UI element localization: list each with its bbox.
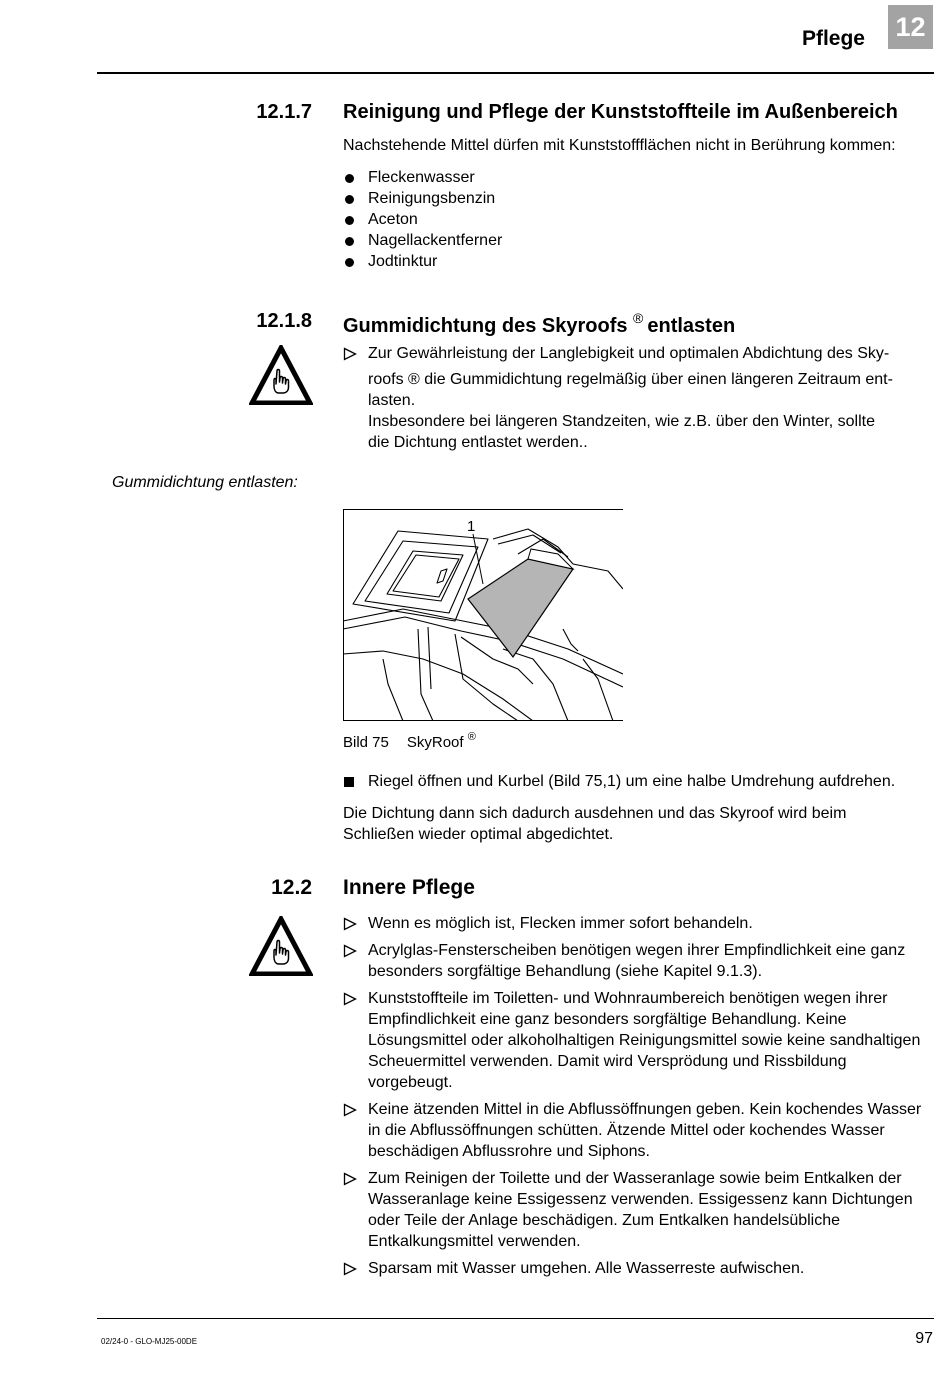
side-caption: Gummidichtung entlasten:: [112, 474, 298, 491]
bullet-dot-icon: [345, 174, 354, 183]
figure-caption: Bild 75 SkyRoof ®: [343, 731, 476, 751]
list-item: Reinigungsbenzin: [343, 188, 502, 209]
triangle-right-icon: [343, 1103, 357, 1117]
list-item: Keine ätzenden Mittel in die Abflussöffnungen geben. Kein kochendes Wasser in die Abflussöffnungen schütten. Ätzende Mittel oder kochendes Wasser beschädigen Abflussrohre und Siphons.: [343, 1099, 935, 1162]
page-number: 97: [915, 1330, 933, 1347]
interior-care-list: [343, 913, 935, 1285]
list-item: Sparsam mit Wasser umgehen. Alle Wasserreste aufwischen.: [343, 1258, 935, 1279]
note-item: Zur Gewährleistung der Langlebigkeit und optimalen Abdichtung des Sky- roofs ® die Gummidichtung regelmäßig über einen längeren Zeitraum ent- lasten. Insbesondere bei längeren Standzeiten, wie z.B. über den Winter, sollte die Dichtung entlastet werden..: [343, 343, 943, 453]
substance-list: [343, 167, 502, 272]
bullet-dot-icon: [345, 195, 354, 204]
triangle-right-icon: [343, 992, 357, 1006]
square-bullet-icon: [344, 777, 354, 787]
warning-hand-icon: [249, 345, 313, 405]
section-title-12-1-8: Gummidichtung des Skyroofs ® entlasten: [343, 310, 736, 337]
list-item: Zum Reinigen der Toilette und der Wasseranlage sowie beim Entkalken der Wasseranlage keine Essigessenz verwenden. Essigessenz kann Dichtungen oder Teile der Anlage beschädigen. Zum Entkalken handelsübliche Entkalkungsmittel verwenden.: [343, 1168, 935, 1252]
triangle-right-icon: [343, 347, 357, 361]
section-number-12-1-8: 12.1.8: [256, 310, 312, 332]
section-title-12-2: Innere Pflege: [343, 876, 475, 899]
list-item: Fleckenwasser: [343, 167, 502, 188]
bullet-dot-icon: [345, 216, 354, 225]
section-title-12-1-7: Reinigung und Pflege der Kunststoffteile im Außenbereich: [343, 101, 898, 123]
list-item: Kunststoffteile im Toiletten- und Wohnraumbereich benötigen wegen ihrer Empfindlichkeit eine ganz besonders sorgfältige Behandlung. Keine Lösungsmittel oder alkoholhaltigen Reinigungsmittel sowie keine sandhaltigen Scheuermittel verwenden. Damit wird Versprödung und Rissbildung vorgebeugt.: [343, 988, 935, 1093]
triangle-right-icon: [343, 1172, 357, 1186]
action-step: Riegel öffnen und Kurbel (Bild 75,1) um eine halbe Umdrehung aufdrehen.: [343, 771, 950, 792]
footer-rule: [97, 1318, 934, 1319]
section-number-12-2: 12.2: [271, 876, 312, 899]
skyroof-illustration: [343, 509, 623, 721]
list-item: Acrylglas-Fensterscheiben benötigen wegen ihrer Empfindlichkeit eine ganz besonders sorgfältige Behandlung (siehe Kapitel 9.1.3).: [343, 940, 925, 982]
header-rule: [97, 72, 934, 74]
triangle-right-icon: [343, 944, 357, 958]
triangle-right-icon: [343, 917, 357, 931]
section-number-12-1-7: 12.1.7: [256, 101, 312, 123]
figure-callout-label: 1: [467, 518, 476, 535]
footer-doc-code: 02/24-0 - GLO-MJ25-00DE: [101, 1337, 198, 1346]
list-item: Aceton: [343, 209, 502, 230]
triangle-right-icon: [343, 1262, 357, 1276]
bullet-dot-icon: [345, 237, 354, 246]
list-item: Wenn es möglich ist, Flecken immer sofort behandeln.: [343, 913, 935, 934]
chapter-badge: 12: [888, 5, 933, 49]
list-item: Nagellackentferner: [343, 230, 502, 251]
header-title: Pflege: [801, 27, 865, 50]
result-paragraph: Die Dichtung dann sich dadurch ausdehnen und das Skyroof wird beim Schließen wieder optimal abgedichtet.: [343, 805, 847, 843]
bullet-dot-icon: [345, 258, 354, 267]
list-item: Jodtinktur: [343, 251, 502, 272]
section-intro-12-1-7: Nachstehende Mittel dürfen mit Kunststoffflächen nicht in Berührung kommen:: [343, 137, 896, 154]
note-skyroof: [343, 343, 943, 453]
warning-hand-icon: [249, 916, 313, 976]
